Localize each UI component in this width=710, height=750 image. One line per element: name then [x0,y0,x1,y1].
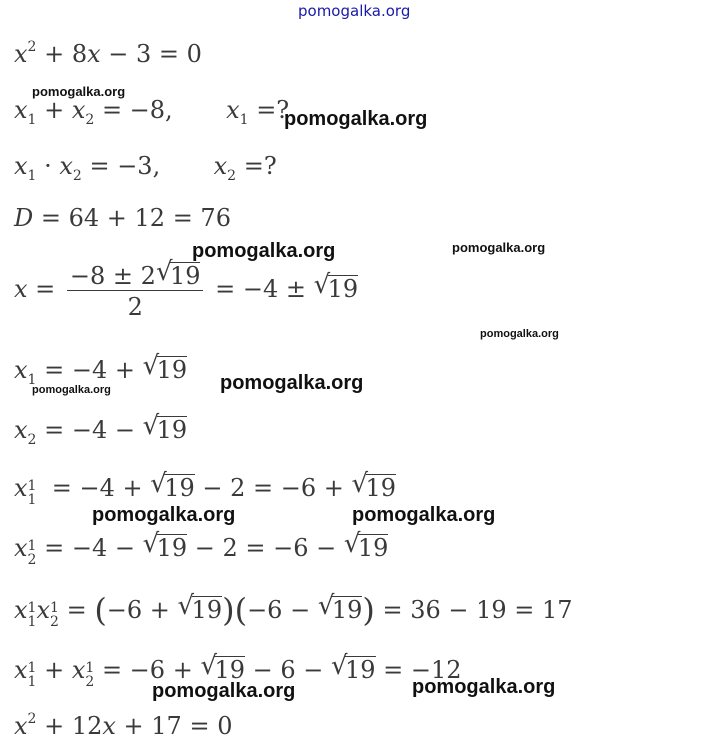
fraction: $\frac{-8 \pm 2√ 19}{2}$ [67,262,204,319]
watermark-6: pomogalka.org [32,384,111,396]
equation-line-3: $x_1 \cdot x_2 = -3$, $x_2$ =? [14,152,277,184]
watermark-9: pomogalka.org [352,504,496,526]
equation-line-2: $x_1 + x_2 = -8$, $x_1$ =? [14,96,290,128]
equation-line-7: $x_2 = -4$ − √ 19 [14,416,187,447]
watermark-1: pomogalka.org [32,84,126,99]
watermark-5: pomogalka.org [480,328,559,340]
equation-line-4: D = 64 + 12 = 76 [14,204,231,232]
watermark-2: pomogalka.org [284,108,428,130]
equation-line-8: x 1 1 = −4 + √ 19 − 2 = −6 + √ 19 [14,474,396,507]
watermark-7: pomogalka.org [220,372,364,394]
watermark-11: pomogalka.org [412,676,556,698]
watermark-3: pomogalka.org [192,240,336,262]
watermark-8: pomogalka.org [92,504,236,526]
equation-line-11: x 1 1 + x 1 2 = −6 + √ 19 − 6 − √ 19 = −12 [14,656,462,689]
equation-line-12: $x^2 + 12x + 17 = 0$ [14,711,233,740]
equation-line-9: x 1 2 = −4 − √ 19 − 2 = −6 − √ 19 [14,534,388,567]
equation-line-5: x = $\frac{-8 \pm 2√ 19}{2}$ = −4 ± √ 19 [14,262,358,319]
equation-line-6: $x_1 = -4$ + √ 19 [14,356,187,387]
watermark-top: pomogalka.org [298,2,411,20]
watermark-4: pomogalka.org [452,240,546,255]
equation-line-10: x 1 1 x 1 2 = (−6 + √ 19)(−6 − √ 19) = 36 − 19 = 17 [14,594,573,629]
watermark-10: pomogalka.org [152,680,296,702]
equation-line-1: $x^2 + 8x - 3 = 0$ [14,39,202,68]
